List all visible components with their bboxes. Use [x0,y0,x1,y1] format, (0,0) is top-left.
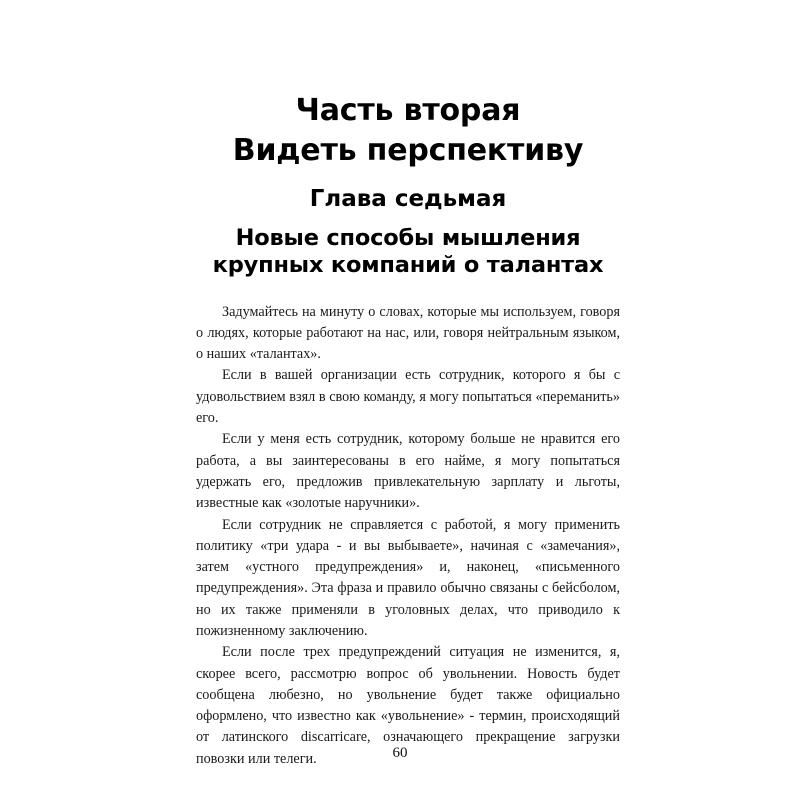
body-text [196,302,620,771]
page-number: 60 [392,745,408,761]
page-content [196,92,620,770]
chapter-title-line-2: крупных компаний о талантах [212,252,604,279]
chapter-label: Глава седьмая [309,185,507,212]
heading-block [196,92,620,280]
part-title: Часть вторая [295,93,521,128]
paragraph: Задумайтесь на минуту о словах, которые мы используем, говоря о людях, которые работают на нас, или, говоря нейтральным языком, о наших «талантах». [196,303,620,363]
part-subtitle: Видеть перспективу [232,133,584,169]
paragraph: Если у меня есть сотрудник, которому больше не нравится его работа, а вы заинтересованы в его найме, я могу попытаться удержать его, предложив привлекательную зарплату и льготы, известные как «золотые наручники». [196,431,620,512]
paragraph: Если сотрудник не справляется с работой, я могу применить политику «три удара - и вы выбываете», начиная с «замечания», затем «устного предупреждения» и, наконец, «письменного предупреждения». Эта фраза и правило обычно связаны с бейсболом, но их также применяли в уголовных делах, что приводило к пожизненному заключению. [196,516,620,639]
paragraph: Если после трех предупреждений ситуация не изменится, я, скорее всего, рассмотрю вопрос об увольнении. Новость будет сообщена любезно, но увольнение будет также официально оформлено, что известно как «увольнение» - термин, происходящий от латинского discarricare, означающего прекращение загрузки повозки или телеги. [196,644,620,767]
chapter-title [196,225,620,280]
chapter-title-line-1: Новые способы мышления [235,224,581,251]
paragraph: Если в вашей организации есть сотрудник, которого я бы с удовольствием взял в свою команду, я могу попытаться «переманить» его. [196,367,620,427]
